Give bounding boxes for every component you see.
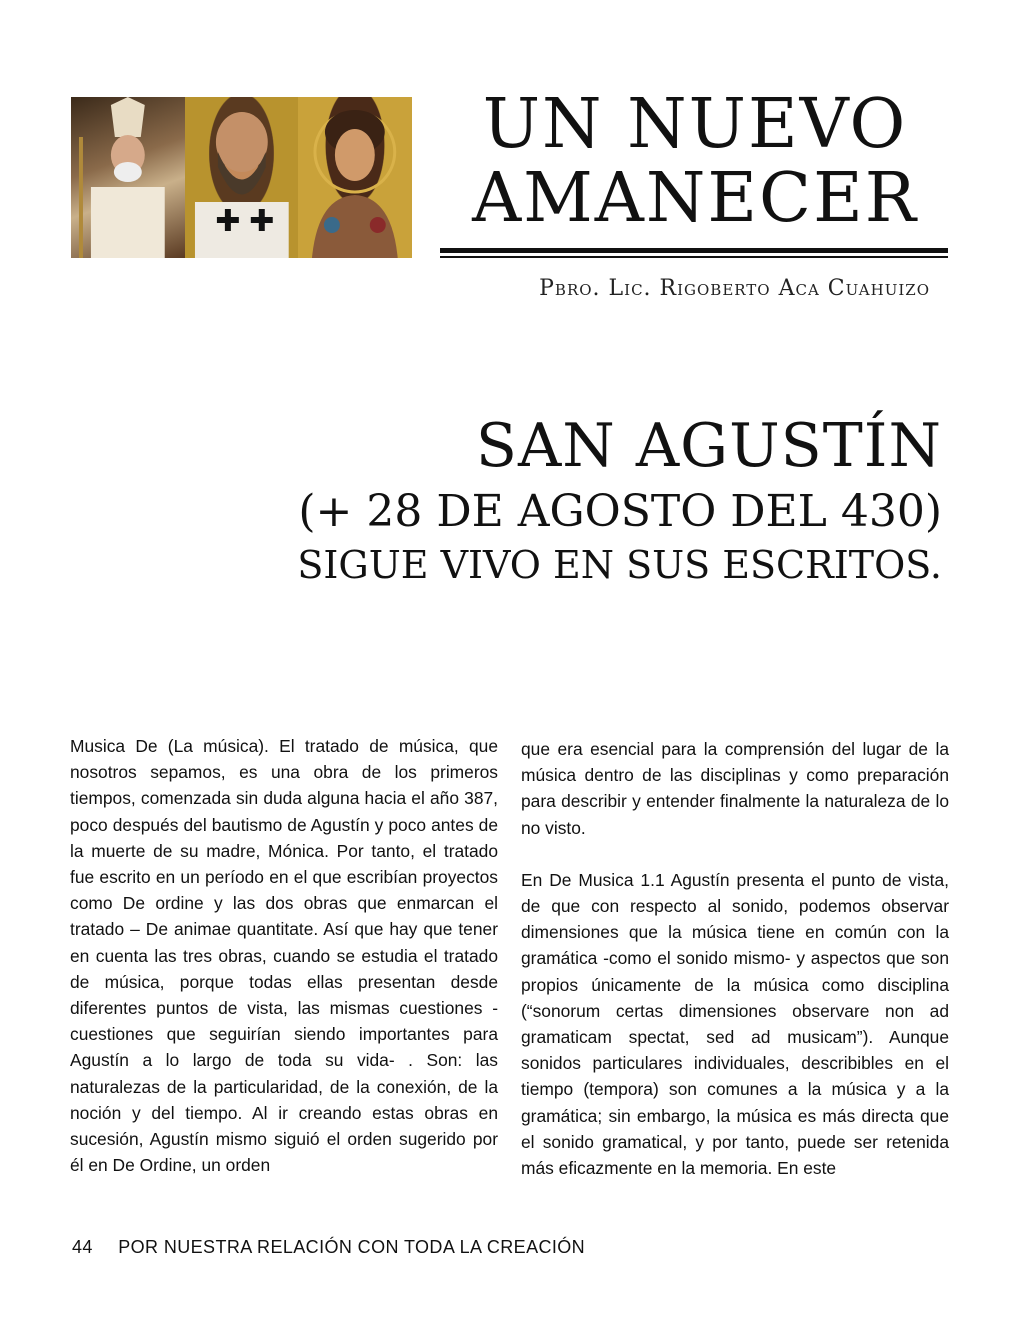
article-heading-name: SAN AGUSTÍN [475,411,942,481]
section-title [440,85,950,238]
byzantine-saint-icon [185,97,299,258]
bishop-portrait [71,97,185,258]
title-rule-thick [440,248,948,253]
running-title: POR NUESTRA RELACIÓN CON TODA LA CREACIÓN [118,1237,586,1257]
author-byline: Pbro. Lic. Rigoberto Aca Cuahuizo [539,276,930,301]
page-number: 44 [72,1237,93,1257]
portrait-strip [71,97,412,258]
title-line-2: AMANECER [472,159,918,238]
article-heading-date: (+ 28 DE AGOSTO DEL 430) [298,486,942,537]
body-paragraph: Musica De (La música). El tratado de música, que nosotros sepamos, es una obra de los primeros tiempos, comenzada sin duda alguna hacia el año 387, poco después del bautismo de Agustín y poco antes de la muerte de su madre, Mónica. Por tanto, el tratado fue escrito en un período en el que escribían proyectos como De ordine y las dos obras que enmarcan el tratado – De animae quantitate. Así que hay que tener en cuenta las tres obras, cuando se estudia el tratado de música, porque todas ellas presentan desde diferentes puntos de vista, las mismas cuestiones -cuestiones que seguirían siendo importantes para Agustín a lo largo de toda su vida- . Son: las naturalezas de la particularidad, de la conexión, de la noción y del tiempo. Al ir creando estas obras en sucesión, Agustín mismo siguió el orden sugerido por él en De Ordine, un orden [70,736,498,1176]
body-paragraph: que era esencial para la comprensión del lugar de la música dentro de las disciplinas y como preparación para describir y entender finalmente la naturaleza de lo no visto. [521,739,949,838]
byzantine-young-saint-icon [298,97,412,258]
body-column-left [70,733,498,1178]
body-column-right [521,736,949,1181]
page-footer [72,1237,585,1258]
article-heading [242,408,942,590]
title-line-1: UN NUEVO [482,85,908,164]
article-heading-tagline: SIGUE VIVO EN SUS ESCRITOS. [297,543,942,587]
body-paragraph: En De Musica 1.1 Agustín presenta el punto de vista, de que con respecto al sonido, podemos observar dimensiones que la música tiene en común con la gramática -como el sonido mismo- y aspectos que son propios únicamente de la música como disciplina (“sonorum certas dimensiones observare non ad gramaticam spectat, sed ad musicam”). Aunque sonidos particulares individuales, describibles en el tiempo (tempora) son comunes a la música y a la gramática; sin embargo, la música es más directa que el sonido gramatical, y por tanto, puede ser retenida más eficazmente en la memoria. En este [521,869,949,1179]
title-rule-thin [440,256,948,258]
